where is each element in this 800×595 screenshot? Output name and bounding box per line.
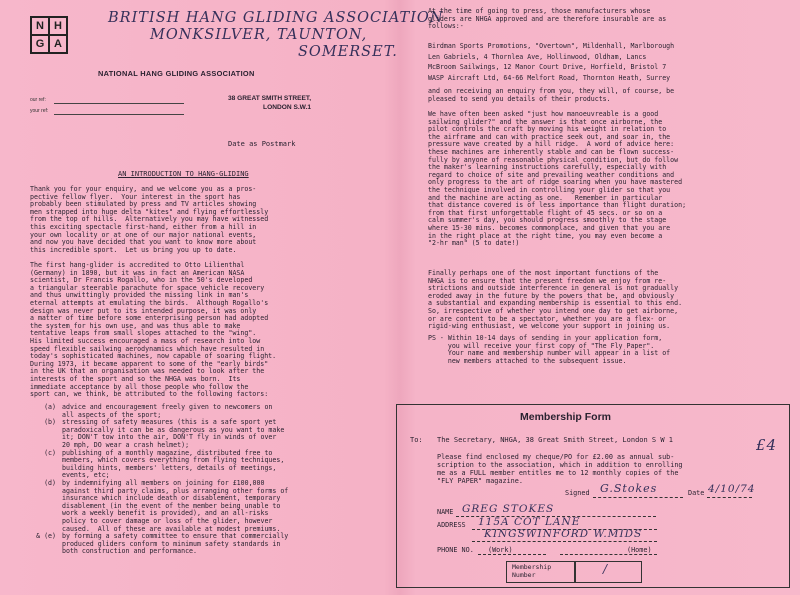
text-line: and on receiving an enquiry from you, they will, of course, be (428, 87, 675, 95)
text-line: "2-hr man" (5 to date!) (428, 239, 520, 248)
text-line: policy to cover damage or loss of the glider, however (62, 516, 273, 525)
text-line: During 1973, it became apparent to some of the "early birds" (30, 359, 269, 368)
text-line: sailwing glider?" and the answer is that once airborne, the (428, 117, 663, 126)
text-line: events, etc; (62, 471, 110, 480)
manufacturer-item: McBroom Sailwings, 12 Manor Court Drive, Horfield, Bristol 7 (428, 63, 667, 72)
list-text (62, 419, 284, 449)
text-line: that distance covered is of less importance than flight duration; (428, 201, 687, 210)
list-item (16, 533, 288, 556)
text-line: in the UK that an organisation was needed to look after the (30, 367, 265, 376)
text-line: paradoxically it can be as dangerous as you want to make (62, 425, 285, 434)
text-line: Finally perhaps one of the most important functions of the (428, 269, 659, 277)
text-line: rigid-wing enthusiast, we welcome your support in joining us. (428, 322, 671, 331)
text-line: the technique involved in controlling your glider so that you (428, 185, 671, 194)
form-text-line: Please find enclosed my cheque/PO for £2.00 as annual sub- (437, 453, 675, 461)
text-line: the maker's learning instructions carefully, especially with (428, 163, 667, 172)
date-value: 4/10/74 (708, 483, 756, 495)
manoeuvrability-paragraph (428, 111, 686, 248)
postscript (428, 335, 670, 365)
home-label: (Home) (627, 546, 652, 554)
logo-letter: H (49, 17, 67, 35)
association-address (228, 94, 311, 112)
text-line: the airframe and can with practice seek out, and soar in, the (428, 132, 671, 141)
text-line: where 15-30 mins. becomes commonplace, and given that you are (428, 223, 671, 232)
text-line: disablement (in the event of the member being unable to (62, 501, 281, 510)
text-line: tentative leaps from small slopes attached to the "wing". (30, 329, 257, 338)
text-line: regard to choice of site and prevailing weather conditions and (428, 170, 675, 179)
text-line: men strapped into huge delta "kites" and flying effortlessly (30, 207, 269, 216)
your-ref-line (54, 114, 184, 115)
text-line: you will receive your first copy of "The Fly Paper". (428, 341, 655, 350)
text-line: Thank you for your enquiry, and we welcome you as a pros- (30, 185, 257, 193)
list-text (62, 404, 272, 419)
text-line: insurance which include death or disablement, temporary (62, 494, 281, 503)
address-line: 38 GREAT SMITH STREET, (228, 95, 312, 102)
text-line: pilot controls the craft by moving his weight in relation to (428, 125, 667, 134)
list-marker: (b) (44, 418, 56, 427)
manufacturer-item: WASP Aircraft Ltd, 64-66 Melfort Road, Thornton Heath, Surrey (428, 73, 671, 82)
text-line: from that first unforgettable flight of 45 secs. or so on a (428, 208, 663, 217)
text-line: building hints, members' letters, details of meetings, (62, 463, 277, 472)
handwritten-address (108, 10, 444, 61)
membership-label-line: Membership (512, 563, 552, 571)
name-value: GREG STOKES (462, 503, 555, 515)
text-line: pective fellow flyer. Your interest in the sport has (30, 192, 241, 201)
text-line: gliders are NHGA approved and are therefore insurable are as (428, 14, 667, 23)
text-line: this exciting spectacle first-hand, either from a hill in (30, 222, 257, 231)
text-line: these machines are inherently stable and can be flown success- (428, 147, 675, 156)
to-label: To: (410, 436, 423, 444)
text-line: follows:- (428, 22, 464, 31)
text-line: sport can, we think, be attributed to the following factors: (30, 390, 269, 399)
address-value-2: KINGSWINFORD W.MIDS (484, 528, 643, 540)
text-line: publishing of a monthly magazine, distributed free to (62, 448, 273, 457)
address-line: LONDON S.W.1 (263, 104, 312, 111)
text-line: only progress to the art of ridge soaring when you have mastered (428, 178, 683, 187)
text-line: strictions and outside interference in general is not gradually (428, 284, 679, 293)
text-line: this incredible sport. Let us bring you up to date. (30, 245, 237, 254)
signature-line[interactable] (593, 497, 683, 498)
membership-label-line: Number (512, 571, 536, 579)
intro-paragraph (30, 186, 268, 254)
text-line: scientist, Dr Francis Rogallo, who in the 50's developed (30, 276, 253, 285)
text-line: pressure wave created by a hill ridge. A word of advice here: (428, 140, 675, 149)
your-ref-label: your ref: (30, 108, 49, 114)
text-line: probably been stimulated by press and TV articles showing (30, 200, 257, 209)
text-line: by forming a safety committee to ensure that commercially (62, 532, 289, 541)
address-value-1: 115A COT LANE (478, 516, 581, 528)
manufacturer-item: Birdman Sports Promotions, "Overtown", Mildenhall, Marlborough (428, 42, 675, 50)
text-line: So, irrespective of whether you intend one day to get airborne, (428, 306, 679, 315)
text-line: interests of the sport and so the NHGA was born. Its (30, 374, 241, 383)
manufacturers-intro (428, 8, 666, 31)
form-text-line: me as a FULL member entitles me to 12 monthly copies of the (437, 469, 679, 477)
text-line: the system for his own use, and was thus able to make (30, 321, 241, 330)
form-title: Membership Form (520, 411, 612, 423)
name-label: NAME (437, 508, 454, 516)
signature: G.Stokes (600, 482, 658, 495)
text-line: fully by anyone of reasonable physical condition, but do follow (428, 155, 679, 164)
text-line: His limited success encouraged a mass of research into low (30, 336, 261, 345)
text-line: calm summer's day, you should progress smoothly to the stage (428, 216, 667, 225)
history-paragraph (30, 262, 276, 399)
text-line: advice and encouragement freely given to newcomers on (62, 403, 273, 411)
text-line: your own locality or at one of our major national events, (30, 230, 257, 239)
text-line: members, which covers everything from flying techniques, (62, 456, 285, 465)
text-line: from the top of hills. Alternatively you may have witnessed (30, 215, 269, 224)
membership-number-value: / (603, 562, 609, 576)
logo-letter: N (31, 17, 49, 35)
margin-note: £4 (756, 436, 778, 454)
text-line: eternal attempts at emulating the birds. Although Rogallo's (30, 298, 269, 307)
form-text-line: scription to the association, which in addition to enrolling (437, 461, 683, 469)
address-field-2[interactable] (472, 541, 657, 542)
text-line: both construction and performance. (62, 547, 197, 556)
functions-paragraph (428, 270, 682, 331)
text-line: The first hang-glider is accredited to Otto Lilienthal (30, 261, 245, 269)
to-address: The Secretary, NHGA, 38 Great Smith Street, London S W 1 (437, 436, 674, 444)
handwritten-line: SOMERSET. (298, 44, 398, 60)
text-line: a matter of time before some enterprising person had adopted (30, 314, 269, 323)
text-line: against third party claims, plus arranging other forms of (62, 486, 289, 495)
text-line: a triangular steerable parachute for space vehicle recovery (30, 283, 265, 292)
text-line: pleased to send you details of their products. (428, 94, 611, 103)
logo-letter: G (31, 35, 49, 53)
text-line: work a weekly benefit is provided), and an all-risks (62, 509, 269, 518)
work-label: (Work) (488, 546, 513, 554)
list-marker: (a) (44, 403, 56, 411)
our-ref-line (54, 103, 184, 104)
list-marker: (c) (44, 448, 56, 457)
text-line: by indemnifying all members on joining for £100,000 (62, 478, 265, 487)
text-line: and the machine are acting as one. Remember in particular (428, 193, 663, 202)
text-line: today's sophisticated machines, now capable of soaring flight. (30, 352, 277, 361)
form-body (437, 453, 683, 485)
text-line: speed flexible sailwing aerodynamics which have resulted in (30, 344, 265, 353)
list-item (16, 419, 288, 449)
text-line: or are content to be a spectator, whether you are a flex- or (428, 314, 667, 323)
list-text (62, 533, 288, 556)
list-item (16, 480, 288, 533)
our-ref-label: our ref: (30, 97, 46, 103)
date-line: Date as Postmark (228, 140, 296, 148)
membership-label (512, 563, 551, 579)
text-line: Your name and membership number will appear in a list of (428, 349, 671, 358)
list-text (62, 450, 284, 480)
text-line: it; DON'T tow into the air, DON'T fly in winds of over (62, 433, 277, 442)
manufacturers-list (428, 41, 674, 83)
address-label: ADDRESS (437, 521, 466, 529)
text-line: in the right place at the right time, you may even become a (428, 231, 663, 240)
text-line: produced gliders conform to minimum safety standards in (62, 539, 281, 548)
form-text-line: "FLY PAPER" magazine. (437, 477, 523, 485)
factors-list (16, 404, 288, 556)
text-line: immediate acceptance by all those people who follow the (30, 382, 249, 391)
text-line: We have often been asked "just how manoeuvreable is a good (428, 110, 659, 118)
text-line: eroded away in the future by the powers that be, and obviously (428, 291, 675, 300)
list-item (16, 450, 288, 480)
text-line: all aspects of the sport; (62, 410, 162, 419)
text-line: 20 mph, DO wear a crash helmet); (62, 440, 190, 449)
nhga-logo (30, 16, 68, 54)
list-item (16, 404, 288, 419)
manufacturers-note (428, 88, 674, 103)
text-line: and now you have decided that you want to know more about (30, 238, 257, 247)
manufacturer-item: Len Gabriels, 4 Thornlea Ave, Hollinwood, Oldham, Lancs (428, 52, 647, 61)
text-line: new members attached to the subsequent issue. (428, 356, 627, 365)
logo-letter: A (49, 35, 67, 53)
text-line: caused. All of these are available at modest premiums. (62, 524, 281, 533)
text-line: At the time of going to press, those manufacturers whose (428, 7, 651, 15)
list-marker: & (e) (36, 532, 56, 541)
text-line: PS - Within 10-14 days of sending in your application form, (428, 334, 663, 342)
list-marker: (d) (44, 478, 56, 487)
organisation-name: NATIONAL HANG GLIDING ASSOCIATION (98, 69, 255, 78)
list-text (62, 480, 288, 533)
signed-label: Signed (565, 489, 590, 497)
text-line: a substantial and expanding membership is essential to this end. (428, 299, 683, 308)
date-line-field[interactable] (707, 497, 752, 498)
date-label: Date (688, 489, 705, 497)
text-line: design was never put to its intended purpose, it was only (30, 306, 257, 315)
phone-label: PHONE NO. (437, 546, 474, 554)
text-line: and thus unwittingly provided the missing link in man's (30, 291, 249, 300)
text-line: (Germany) in 1890, but it was in fact an American NASA (30, 268, 245, 277)
text-line: NHGA is to ensure that the present freedom we enjoy from re- (428, 276, 667, 285)
handwritten-line: MONKSILVER, TAUNTON, (150, 27, 368, 43)
text-line: stressing of safety measures (this is a safe sport yet (62, 418, 277, 427)
handwritten-line: BRITISH HANG GLIDING ASSOCIATION (108, 10, 444, 26)
article-heading: AN INTRODUCTION TO HANG-GLIDING (118, 170, 249, 178)
